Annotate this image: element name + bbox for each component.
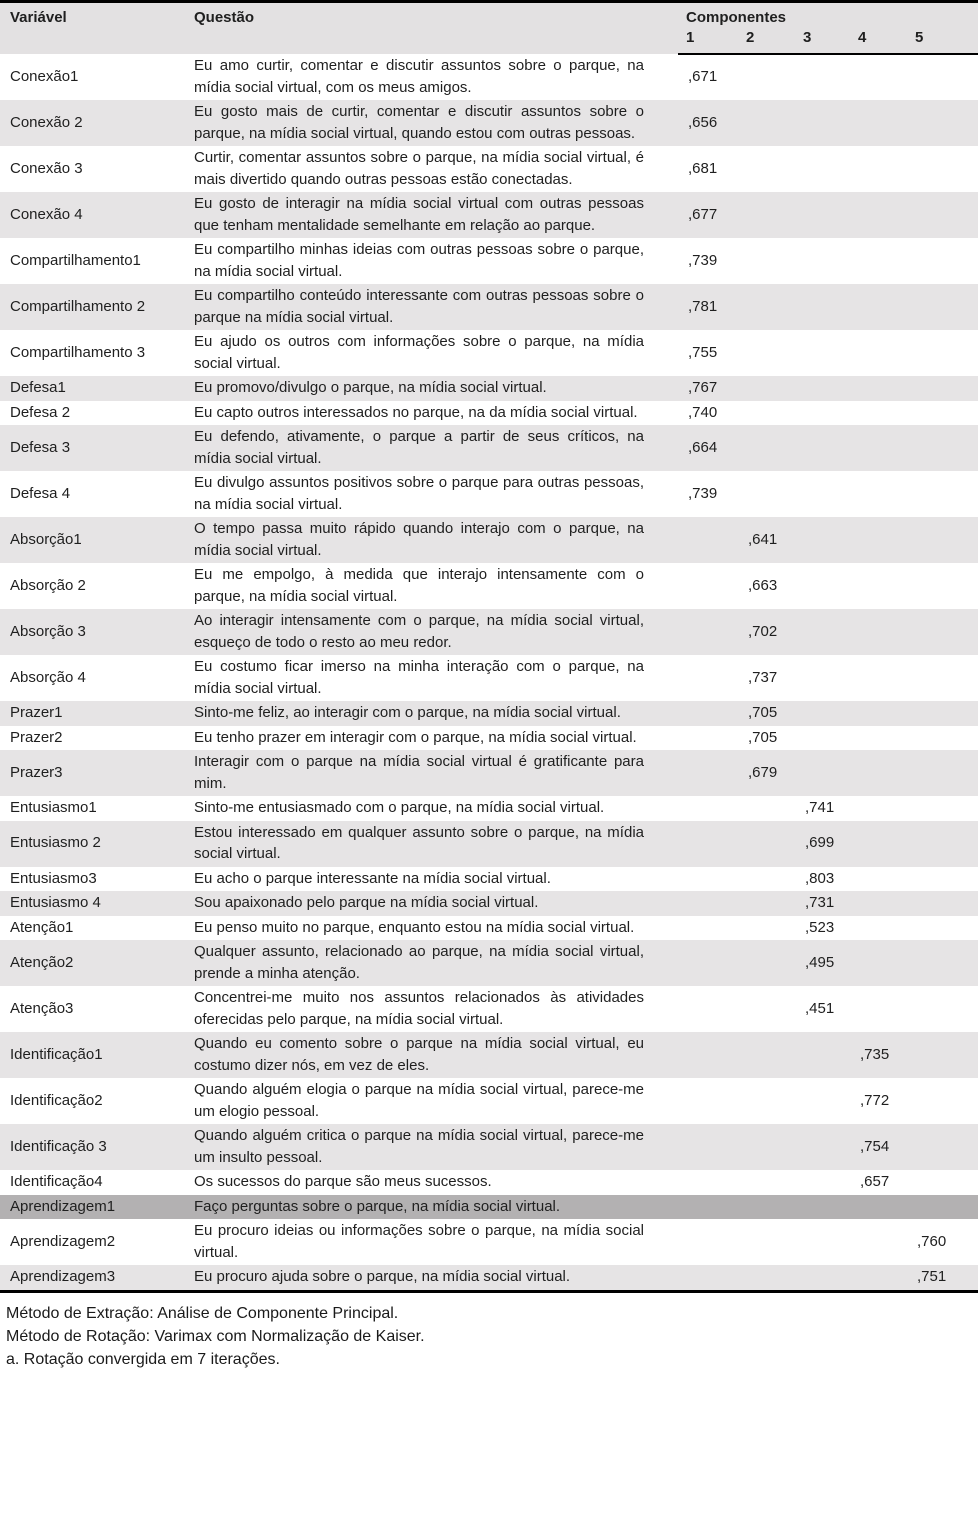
loading-component-5 — [907, 750, 978, 796]
loading-component-5 — [907, 284, 978, 330]
table-row — [0, 238, 978, 284]
table-header — [0, 2, 978, 55]
table-row — [0, 1170, 978, 1195]
loading-component-2 — [738, 891, 795, 916]
loading-component-3 — [795, 1195, 850, 1220]
loading-component-2 — [738, 192, 795, 238]
table-row — [0, 54, 978, 100]
loading-component-4 — [850, 821, 907, 867]
loading-component-3 — [795, 517, 850, 563]
loading-component-2 — [738, 284, 795, 330]
loading-component-4: ,772 — [860, 1091, 890, 1109]
table-row — [0, 821, 978, 867]
loading-component-5 — [907, 1170, 978, 1195]
table-row — [0, 1124, 978, 1170]
loading-component-3 — [795, 376, 850, 401]
loading-component-2 — [738, 796, 795, 821]
loading-component-3 — [795, 284, 850, 330]
table-row — [0, 1219, 978, 1265]
question-text: Qualquer assunto, relacionado ao parque, na mídia social virtual, prende a minha atenção. — [194, 943, 644, 982]
loading-component-4 — [850, 330, 907, 376]
loading-component-3 — [795, 238, 850, 284]
loading-component-3 — [795, 192, 850, 238]
loading-component-3 — [795, 1032, 850, 1078]
question-text: Eu defendo, ativamente, o parque a partir de seus críticos, na mídia social virtual. — [194, 428, 644, 467]
loading-component-2 — [738, 1032, 795, 1078]
loading-component-4 — [850, 916, 907, 941]
loading-component-3 — [795, 330, 850, 376]
table-row — [0, 330, 978, 376]
loading-component-1: ,739 — [688, 251, 718, 269]
loading-component-2 — [738, 238, 795, 284]
question-text: Eu divulgo assuntos positivos sobre o parque para outras pessoas, na mídia social virtual. — [194, 474, 644, 513]
loading-component-1 — [678, 1219, 738, 1265]
loading-component-4 — [850, 471, 907, 517]
question-text: O tempo passa muito rápido quando interajo com o parque, na mídia social virtual. — [194, 520, 644, 559]
header-components: Componentes — [678, 2, 978, 27]
footnote-extraction-method: Método de Extração: Análise de Componente Principal. — [6, 1304, 399, 1322]
table-row — [0, 100, 978, 146]
loading-component-4 — [850, 1219, 907, 1265]
loading-component-5: ,751 — [917, 1268, 947, 1285]
loading-component-5 — [907, 563, 978, 609]
loading-component-5 — [907, 238, 978, 284]
question-text: Eu procuro ideias ou informações sobre o parque, na mídia social virtual. — [194, 1222, 644, 1261]
loading-component-2 — [738, 940, 795, 986]
loading-component-1 — [678, 1195, 738, 1220]
loading-component-3 — [795, 425, 850, 471]
variable-label: Prazer2 — [10, 728, 63, 746]
loading-component-3: ,451 — [805, 999, 835, 1017]
loading-component-1 — [678, 1265, 738, 1291]
loading-component-3 — [795, 750, 850, 796]
variable-label: Compartilhamento1 — [10, 251, 141, 269]
question-text: Eu tenho prazer em interagir com o parque, na mídia social virtual. — [194, 728, 637, 746]
question-text: Sou apaixonado pelo parque na mídia social virtual. — [194, 894, 539, 911]
variable-label: Atenção1 — [10, 918, 74, 936]
table-footnotes — [0, 1293, 978, 1377]
loading-component-4 — [850, 100, 907, 146]
variable-label: Identificação1 — [10, 1045, 103, 1063]
table-row — [0, 1078, 978, 1124]
loading-component-1 — [678, 655, 738, 701]
question-text: Curtir, comentar assuntos sobre o parque, na mídia social virtual, é mais divertido quando outras pessoas estão conectadas. — [194, 149, 644, 188]
loading-component-2 — [738, 986, 795, 1032]
loading-component-1 — [678, 750, 738, 796]
variable-label: Entusiasmo3 — [10, 869, 97, 887]
loading-component-5 — [907, 1078, 978, 1124]
table-row — [0, 376, 978, 401]
loading-component-5 — [907, 425, 978, 471]
loading-component-3 — [795, 1124, 850, 1170]
question-text: Faço perguntas sobre o parque, na mídia social virtual. — [194, 1197, 561, 1215]
table-row — [0, 1265, 978, 1291]
loading-component-5 — [907, 1032, 978, 1078]
question-text: Eu amo curtir, comentar e discutir assuntos sobre o parque, na mídia social virtual, com os meus amigos. — [194, 57, 644, 96]
loading-component-1 — [678, 1032, 738, 1078]
loading-component-3: ,803 — [805, 869, 835, 887]
loading-component-3 — [795, 1170, 850, 1195]
loading-component-4 — [850, 940, 907, 986]
table-row — [0, 192, 978, 238]
variable-label: Entusiasmo1 — [10, 799, 97, 816]
loading-component-4 — [850, 796, 907, 821]
loading-component-1 — [678, 867, 738, 892]
loading-component-3 — [795, 609, 850, 655]
variable-label: Atenção2 — [10, 953, 74, 971]
loading-component-4 — [850, 609, 907, 655]
loading-component-1 — [678, 609, 738, 655]
loading-component-2 — [738, 867, 795, 892]
table-row — [0, 563, 978, 609]
loading-component-4: ,754 — [860, 1137, 890, 1155]
loading-component-2 — [738, 916, 795, 941]
table-row — [0, 701, 978, 726]
loading-component-5 — [907, 701, 978, 726]
loading-component-3 — [795, 1265, 850, 1291]
loading-component-3 — [795, 146, 850, 192]
loading-component-5 — [907, 796, 978, 821]
loading-component-3 — [795, 471, 850, 517]
variable-label: Conexão1 — [10, 67, 79, 85]
loading-component-2 — [738, 821, 795, 867]
variable-label: Entusiasmo 2 — [10, 834, 101, 852]
question-text: Eu me empolgo, à medida que interajo intensamente com o parque, na mídia social virtual. — [194, 566, 644, 605]
loading-component-4 — [850, 146, 907, 192]
loading-component-5: ,760 — [917, 1232, 947, 1250]
loading-component-1 — [678, 916, 738, 941]
variable-label: Defesa 2 — [10, 403, 71, 421]
loading-component-1: ,664 — [688, 438, 718, 456]
loading-component-2 — [738, 471, 795, 517]
loading-component-5 — [907, 821, 978, 867]
question-text: Sinto-me entusiasmado com o parque, na mídia social virtual. — [194, 799, 605, 816]
variable-label: Defesa 3 — [10, 438, 71, 456]
variable-label: Conexão 4 — [10, 205, 83, 223]
header-component-5: 5 — [907, 26, 978, 54]
loading-component-4 — [850, 238, 907, 284]
loading-component-1: ,677 — [688, 205, 718, 223]
loading-component-2: ,737 — [748, 668, 778, 686]
loading-component-5 — [907, 54, 978, 100]
loading-component-5 — [907, 609, 978, 655]
loading-component-2: ,679 — [748, 763, 778, 781]
loading-component-3: ,731 — [805, 894, 835, 911]
variable-label: Absorção 3 — [10, 622, 86, 640]
loading-component-1 — [678, 1170, 738, 1195]
loading-component-2 — [738, 1170, 795, 1195]
question-text: Eu ajudo os outros com informações sobre o parque, na mídia social virtual. — [194, 333, 644, 372]
variable-label: Prazer3 — [10, 763, 63, 781]
loading-component-3 — [795, 401, 850, 426]
question-text: Eu procuro ajuda sobre o parque, na mídia social virtual. — [194, 1268, 571, 1285]
loading-component-3 — [795, 1219, 850, 1265]
variable-label: Defesa1 — [10, 379, 66, 396]
loading-component-1 — [678, 1078, 738, 1124]
question-text: Quando eu comento sobre o parque na mídia social virtual, eu costumo dizer nós, em vez de eles. — [194, 1035, 644, 1074]
header-component-2: 2 — [738, 26, 795, 54]
header-component-1: 1 — [678, 26, 738, 54]
loading-component-2 — [738, 146, 795, 192]
loading-component-5 — [907, 726, 978, 751]
loading-component-4 — [850, 750, 907, 796]
loading-component-2 — [738, 1265, 795, 1291]
variable-label: Aprendizagem3 — [10, 1268, 116, 1285]
header-variable: Variável — [0, 2, 192, 55]
question-text: Eu promovo/divulgo o parque, na mídia social virtual. — [194, 379, 547, 396]
loading-component-3 — [795, 655, 850, 701]
question-text: Eu compartilho conteúdo interessante com outras pessoas sobre o parque na mídia social virtual. — [194, 287, 644, 326]
question-text: Eu acho o parque interessante na mídia social virtual. — [194, 869, 551, 887]
loading-component-5 — [907, 471, 978, 517]
loading-component-5 — [907, 192, 978, 238]
loading-component-2: ,663 — [748, 576, 778, 594]
question-text: Eu penso muito no parque, enquanto estou na mídia social virtual. — [194, 918, 635, 936]
loading-component-1: ,681 — [688, 159, 718, 177]
loading-component-2: ,705 — [748, 728, 778, 746]
table-row — [0, 916, 978, 941]
loading-component-5 — [907, 916, 978, 941]
variable-label: Entusiasmo 4 — [10, 894, 101, 911]
loading-component-3 — [795, 54, 850, 100]
table-row — [0, 891, 978, 916]
loading-component-4 — [850, 563, 907, 609]
header-component-4: 4 — [850, 26, 907, 54]
variable-label: Identificação4 — [10, 1173, 103, 1190]
loading-component-1: ,740 — [688, 403, 718, 421]
loading-component-3: ,495 — [805, 953, 835, 971]
table-row — [0, 750, 978, 796]
question-text: Quando alguém elogia o parque na mídia social virtual, parece-me um elogio pessoal. — [194, 1081, 644, 1120]
loading-component-2 — [738, 330, 795, 376]
variable-label: Prazer1 — [10, 704, 63, 721]
loading-component-4 — [850, 891, 907, 916]
loading-component-5 — [907, 867, 978, 892]
loading-component-1: ,656 — [688, 113, 718, 131]
loading-component-3 — [795, 100, 850, 146]
variable-label: Aprendizagem2 — [10, 1232, 116, 1250]
loading-component-1: ,671 — [688, 68, 718, 86]
table-body — [0, 54, 978, 1291]
loading-component-1 — [678, 517, 738, 563]
loading-component-2 — [738, 1078, 795, 1124]
loading-component-3: ,741 — [805, 799, 835, 816]
loading-component-2 — [738, 100, 795, 146]
table-row — [0, 425, 978, 471]
variable-label: Atenção3 — [10, 999, 74, 1017]
question-text: Estou interessado em qualquer assunto sobre o parque, na mídia social virtual. — [194, 823, 644, 862]
footnote-rotation-method: Método de Rotação: Varimax com Normalização de Kaiser. — [6, 1327, 425, 1345]
loading-component-5 — [907, 330, 978, 376]
loading-component-5 — [907, 986, 978, 1032]
loading-component-4 — [850, 1195, 907, 1220]
loading-component-4 — [850, 192, 907, 238]
question-text: Eu capto outros interessados no parque, na da mídia social virtual. — [194, 403, 638, 421]
question-text: Sinto-me feliz, ao interagir com o parque, na mídia social virtual. — [194, 704, 621, 721]
loading-component-3 — [795, 726, 850, 751]
question-text: Ao interagir intensamente com o parque, na mídia social virtual, esqueço de todo o resto ao meu redor. — [194, 612, 644, 651]
loading-component-2: ,641 — [748, 530, 778, 548]
loading-component-3 — [795, 563, 850, 609]
header-component-3: 3 — [795, 26, 850, 54]
loading-component-2 — [738, 1219, 795, 1265]
footnote-iterations: a. Rotação convergida em 7 iterações. — [6, 1350, 280, 1368]
loading-component-1 — [678, 563, 738, 609]
loading-component-4 — [850, 1265, 907, 1291]
loading-component-4 — [850, 54, 907, 100]
table-row — [0, 726, 978, 751]
variable-label: Absorção 2 — [10, 576, 86, 594]
loading-component-4 — [850, 726, 907, 751]
loading-component-5 — [907, 940, 978, 986]
question-text: Eu gosto mais de curtir, comentar e discutir assuntos sobre o parque, na mídia social virtual, quando estou com outras pessoas. — [194, 103, 644, 142]
table-row — [0, 867, 978, 892]
table-row — [0, 284, 978, 330]
table-row — [0, 146, 978, 192]
variable-label: Conexão 3 — [10, 159, 83, 177]
loading-component-5 — [907, 100, 978, 146]
loading-component-2: ,702 — [748, 622, 778, 640]
loading-component-4 — [850, 986, 907, 1032]
table-row — [0, 1195, 978, 1220]
loading-component-4 — [850, 401, 907, 426]
loading-component-4 — [850, 867, 907, 892]
variable-label: Identificação 3 — [10, 1137, 107, 1155]
loading-component-2: ,705 — [748, 704, 778, 721]
table-row — [0, 517, 978, 563]
loading-component-5 — [907, 655, 978, 701]
question-text: Interagir com o parque na mídia social virtual é gratificante para mim. — [194, 753, 644, 792]
variable-label: Conexão 2 — [10, 113, 83, 131]
question-text: Quando alguém critica o parque na mídia social virtual, parece-me um insulto pessoal. — [194, 1127, 644, 1166]
variable-label: Compartilhamento 3 — [10, 343, 146, 361]
variable-label: Compartilhamento 2 — [10, 297, 146, 315]
question-text: Eu compartilho minhas ideias com outras pessoas sobre o parque, na mídia social virtual. — [194, 241, 644, 280]
loading-component-4 — [850, 425, 907, 471]
question-text: Eu gosto de interagir na mídia social virtual com outras pessoas que tenham mentalidade semelhante em relação ao parque. — [194, 195, 644, 234]
loading-component-1 — [678, 796, 738, 821]
variable-label: Identificação2 — [10, 1091, 103, 1109]
loading-component-4 — [850, 701, 907, 726]
table-row — [0, 609, 978, 655]
loading-component-4 — [850, 655, 907, 701]
table-row — [0, 986, 978, 1032]
loading-component-2 — [738, 401, 795, 426]
loading-component-2 — [738, 1195, 795, 1220]
loading-component-1 — [678, 940, 738, 986]
loading-component-4: ,735 — [860, 1045, 890, 1063]
table-row — [0, 796, 978, 821]
loading-component-3 — [795, 701, 850, 726]
loading-component-4: ,657 — [860, 1173, 890, 1190]
loading-component-4 — [850, 517, 907, 563]
question-text: Os sucessos do parque são meus sucessos. — [194, 1173, 492, 1190]
loading-component-3: ,699 — [805, 834, 835, 852]
table-row — [0, 471, 978, 517]
table-row — [0, 401, 978, 426]
loading-component-5 — [907, 1124, 978, 1170]
loading-component-1 — [678, 701, 738, 726]
loading-component-3 — [795, 1078, 850, 1124]
loading-component-3: ,523 — [805, 918, 835, 936]
table-row — [0, 940, 978, 986]
loading-component-2 — [738, 1124, 795, 1170]
loading-component-1 — [678, 821, 738, 867]
loading-component-2 — [738, 425, 795, 471]
loading-component-1 — [678, 891, 738, 916]
loading-component-5 — [907, 146, 978, 192]
loading-component-5 — [907, 891, 978, 916]
loading-component-2 — [738, 54, 795, 100]
loading-component-4 — [850, 376, 907, 401]
loading-component-2 — [738, 376, 795, 401]
variable-label: Defesa 4 — [10, 484, 71, 502]
loading-component-5 — [907, 376, 978, 401]
loading-component-1 — [678, 726, 738, 751]
loading-component-1: ,739 — [688, 484, 718, 502]
loading-component-1: ,781 — [688, 297, 718, 315]
loading-component-5 — [907, 1195, 978, 1220]
variable-label: Aprendizagem1 — [10, 1197, 116, 1215]
loading-component-4 — [850, 284, 907, 330]
loading-component-1: ,755 — [688, 343, 718, 361]
header-question: Questão — [192, 2, 678, 55]
loading-component-1 — [678, 1124, 738, 1170]
loading-component-1: ,767 — [688, 379, 718, 396]
loading-component-5 — [907, 517, 978, 563]
loading-component-1 — [678, 986, 738, 1032]
loading-component-5 — [907, 401, 978, 426]
variable-label: Absorção1 — [10, 530, 82, 548]
table-row — [0, 655, 978, 701]
question-text: Eu costumo ficar imerso na minha interação com o parque, na mídia social virtual. — [194, 658, 644, 697]
table-row — [0, 1032, 978, 1078]
question-text: Concentrei-me muito nos assuntos relacionados às atividades oferecidas pelo parque, na mídia social virtual. — [194, 989, 644, 1028]
variable-label: Absorção 4 — [10, 668, 86, 686]
